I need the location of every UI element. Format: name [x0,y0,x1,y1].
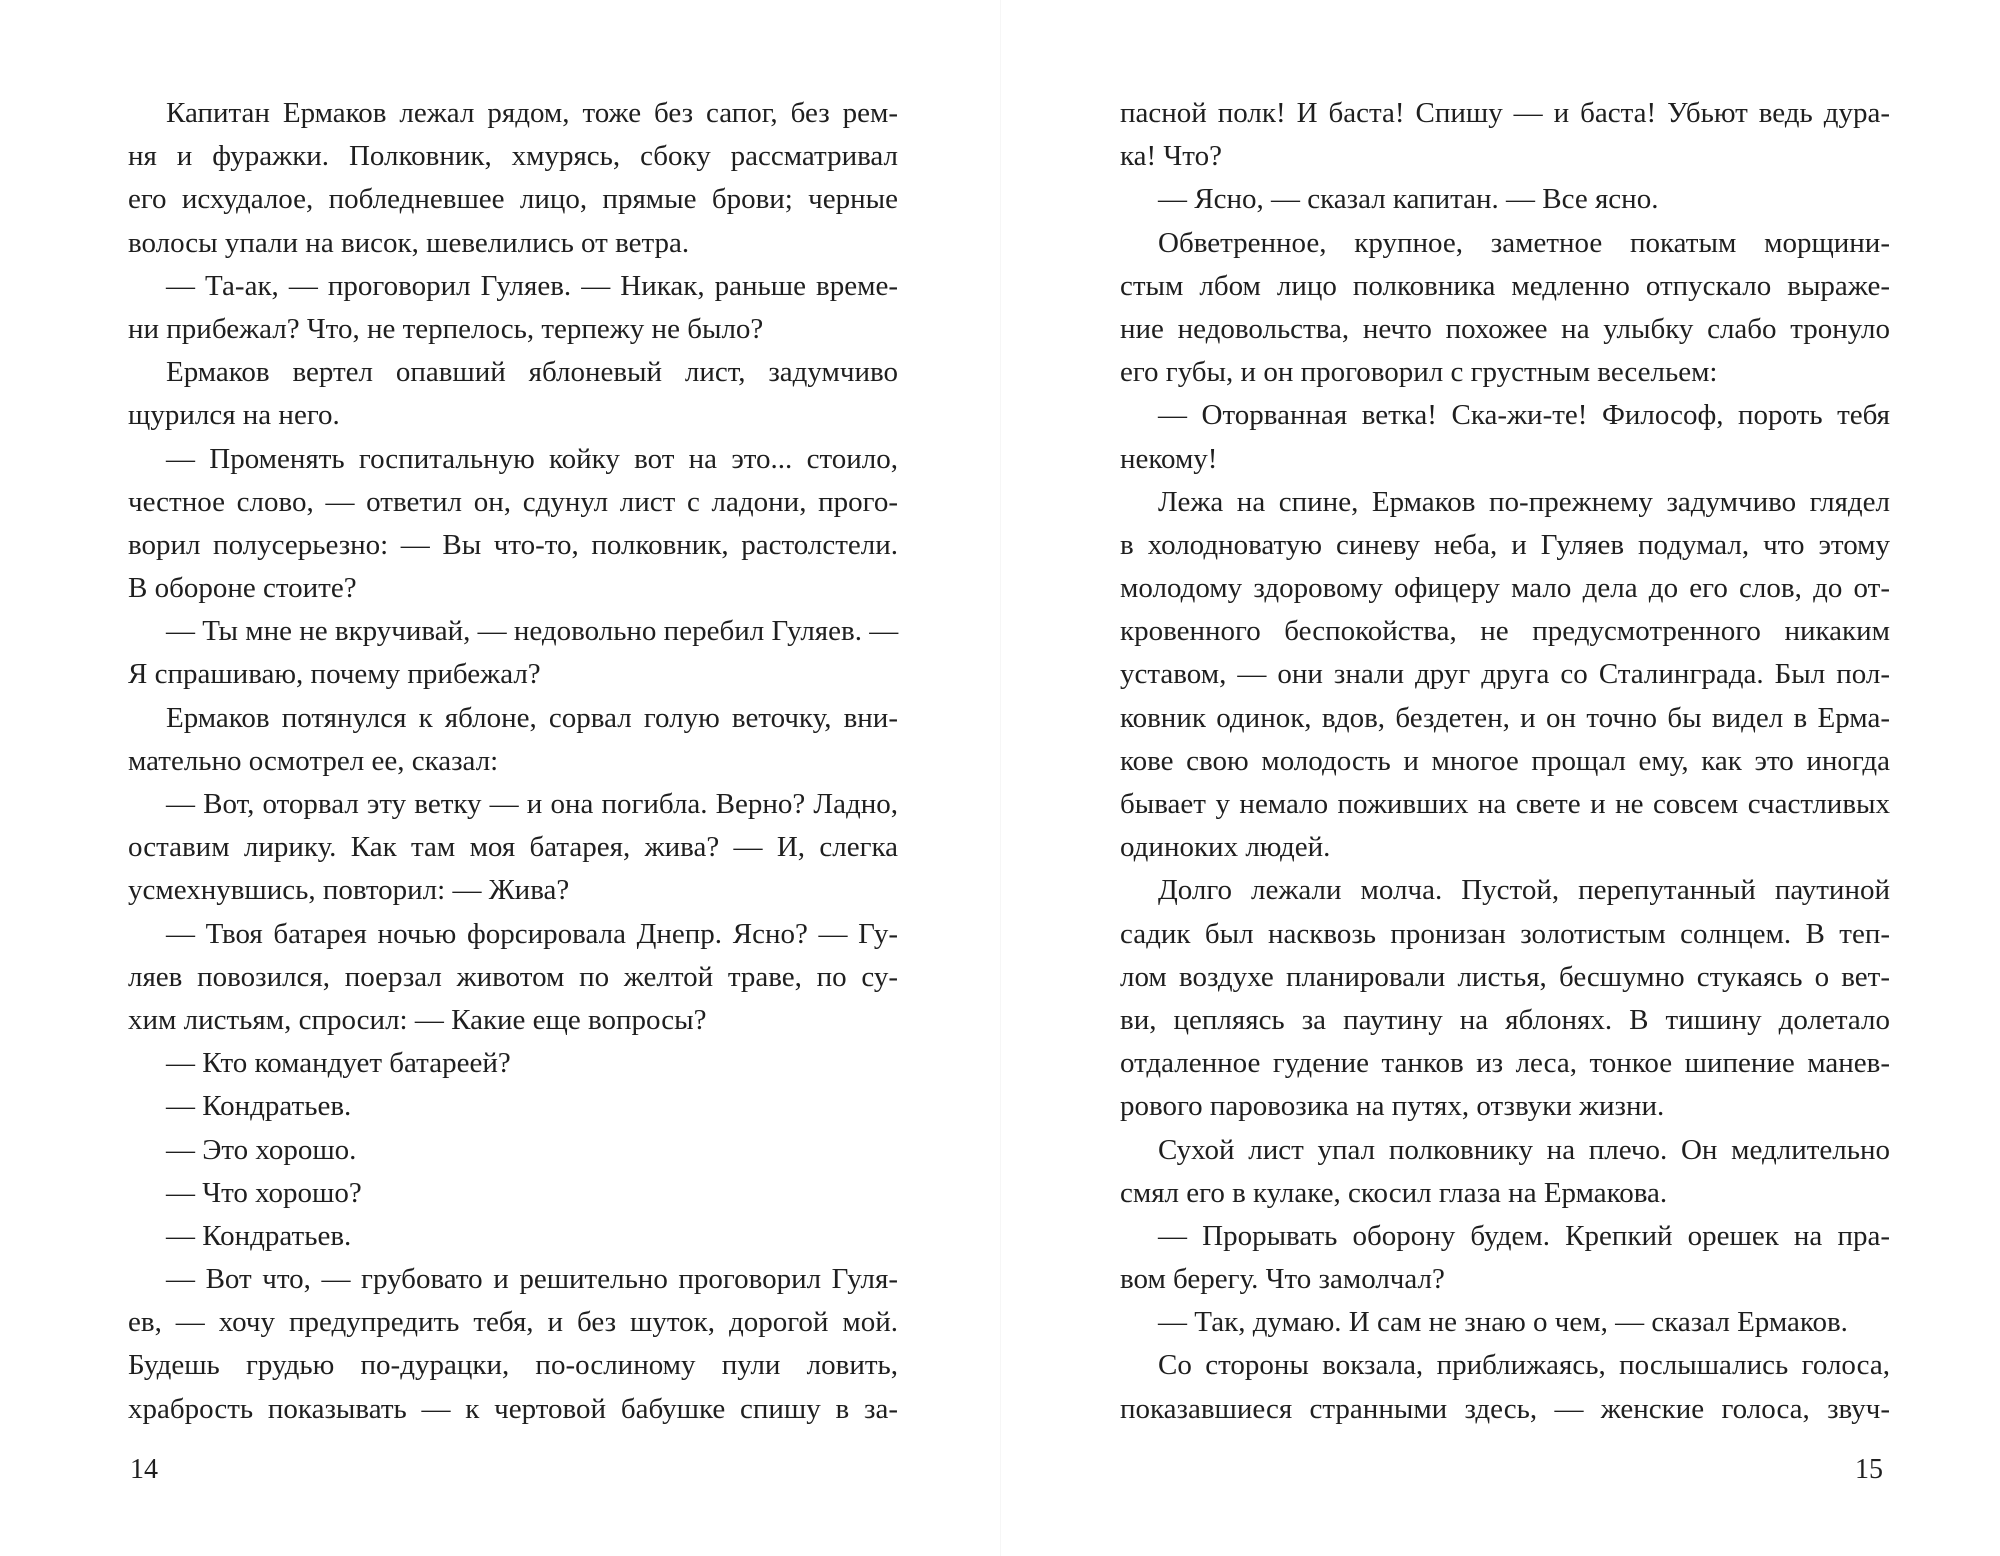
text-line: вом берегу. Что замолчал? [1120,1263,1445,1296]
text-line: его губы, и он проговорил с грустным весельем: [1120,356,1718,389]
right-page-text [1120,92,1890,1431]
text-line: щурился на него. [128,399,340,432]
text-line: Обветренное, крупное, заметное покатым морщини- [1158,226,1890,259]
text-line: показавшиеся странными здесь, — женские голоса, звуч- [1120,1392,1890,1425]
text-line: кровенного беспокойства, не предусмотренного никаким [1120,615,1890,648]
text-line: — Оторванная ветка! Ска-жи-те! Философ, пороть тебя [1158,399,1890,432]
text-line: рового паровозика на путях, отзвуки жизни. [1120,1090,1665,1123]
page-fold [1000,0,1001,1556]
text-line: Будешь грудью по-дурацки, по-ослиному пули ловить, [128,1349,898,1382]
text-line: честное слово, — ответил он, сдунул лист с ладони, прого- [128,485,898,518]
text-line: — Так, думаю. И сам не знаю о чем, — сказал Ермаков. [1158,1306,1848,1339]
text-line: ворил полусерьезно: — Вы что-то, полковник, растолстели. [128,528,898,561]
text-line: садик был насквозь пронизан золотистым солнцем. В теп- [1120,917,1890,950]
text-line: ев, — хочу предупредить тебя, и без шуток, дорогой мой. [128,1306,898,1339]
text-line: лом воздухе планировали листья, бесшумно стукаясь о вет- [1120,960,1890,993]
text-line: ни прибежал? Что, не терпелось, терпежу не было? [128,312,764,345]
text-line: пасной полк! И баста! Спишу — и баста! Убьют ведь дура- [1120,97,1890,129]
text-line: Капитан Ермаков лежал рядом, тоже без сапог, без рем- [166,97,898,129]
left-page-text [128,92,898,1431]
text-line: отдаленное гудение танков из леса, тонкое шипение манев- [1120,1047,1890,1080]
text-line: Я спрашиваю, почему прибежал? [128,658,541,691]
right-page-number: 15 [1855,1454,1883,1485]
left-page-number: 14 [130,1454,158,1485]
text-line: некому! [1120,442,1218,475]
text-line: — Кто командует батареей? [166,1047,511,1080]
text-line: Со стороны вокзала, приближаясь, послышались голоса, [1158,1349,1890,1382]
text-line: молодому здоровому офицеру мало дела до его слов, до от- [1120,572,1890,605]
text-line: мательно осмотрел ее, сказал: [128,744,499,777]
text-line: — Вот, оторвал эту ветку — и она погибла. Верно? Ладно, [166,788,898,820]
text-line: ви, цепляясь за паутину на яблонях. В тишину долетало [1120,1003,1890,1036]
text-line: — Ты мне не вкручивай, — недовольно перебил Гуляев. — [166,615,899,648]
text-line: одиноких людей. [1120,831,1331,864]
text-line: ние недовольства, нечто похожее на улыбку слабо тронуло [1120,312,1890,345]
text-line: — Променять госпитальную койку вот на это... стоило, [166,442,898,475]
text-line: ковник одинок, вдов, бездетен, и он точно бы видел в Ерма- [1120,701,1890,734]
text-line: храбрость показывать — к чертовой бабушке спишу в за- [128,1392,898,1425]
text-line: — Кондратьев. [166,1090,352,1123]
text-line: — Вот что, — грубовато и решительно проговорил Гуля- [166,1263,898,1296]
text-line: волосы упали на висок, шевелились от ветра. [128,226,690,259]
text-line: — Твоя батарея ночью форсировала Днепр. Ясно? — Гу- [166,917,898,950]
text-line: — Ясно, — сказал капитан. — Все ясно. [1158,183,1659,216]
text-line: Сухой лист упал полковнику на плечо. Он медлительно [1158,1133,1890,1166]
text-line: оставим лирику. Как там моя батарея, жива? — И, слегка [128,831,898,864]
text-line: стым лбом лицо полковника медленно отпускало выраже- [1120,269,1890,302]
text-line: ка! Что? [1120,140,1222,173]
text-line: ня и фуражки. Полковник, хмурясь, сбоку рассматривал [128,140,898,173]
text-line: Долго лежали молча. Пустой, перепутанный паутиной [1158,874,1890,907]
text-line: хим листьям, спросил: — Какие еще вопросы? [128,1003,707,1036]
text-line: Ермаков вертел опавший яблоневый лист, задумчиво [166,356,898,389]
text-line: — Это хорошо. [166,1133,357,1166]
text-line: бывает у немало поживших на свете и не совсем счастливых [1120,788,1890,820]
text-line: В обороне стоите? [128,572,357,605]
text-line: — Та-ак, — проговорил Гуляев. — Никак, раньше време- [166,269,898,302]
text-line: в холодноватую синеву неба, и Гуляев подумал, что этому [1120,528,1890,561]
text-line: Ермаков потянулся к яблоне, сорвал голую веточку, вни- [166,701,898,734]
text-line: его исхудалое, побледневшее лицо, прямые брови; черные [128,183,898,216]
text-line: — Кондратьев. [166,1219,352,1252]
text-line: уставом, — они знали друг друга со Сталинграда. Был пол- [1120,658,1890,691]
text-line: Лежа на спине, Ермаков по-прежнему задумчиво глядел [1158,485,1890,518]
text-line: усмехнувшись, повторил: — Жива? [128,874,570,907]
text-line: — Что хорошо? [166,1176,362,1209]
text-line: — Прорывать оборону будем. Крепкий орешек на пра- [1158,1219,1890,1252]
text-line: кове свою молодость и многое прощал ему, как это иногда [1120,744,1890,777]
text-line: смял его в кулаке, скосил глаза на Ермакова. [1120,1176,1668,1209]
text-line: ляев повозился, поерзал животом по желтой траве, по су- [128,960,898,993]
